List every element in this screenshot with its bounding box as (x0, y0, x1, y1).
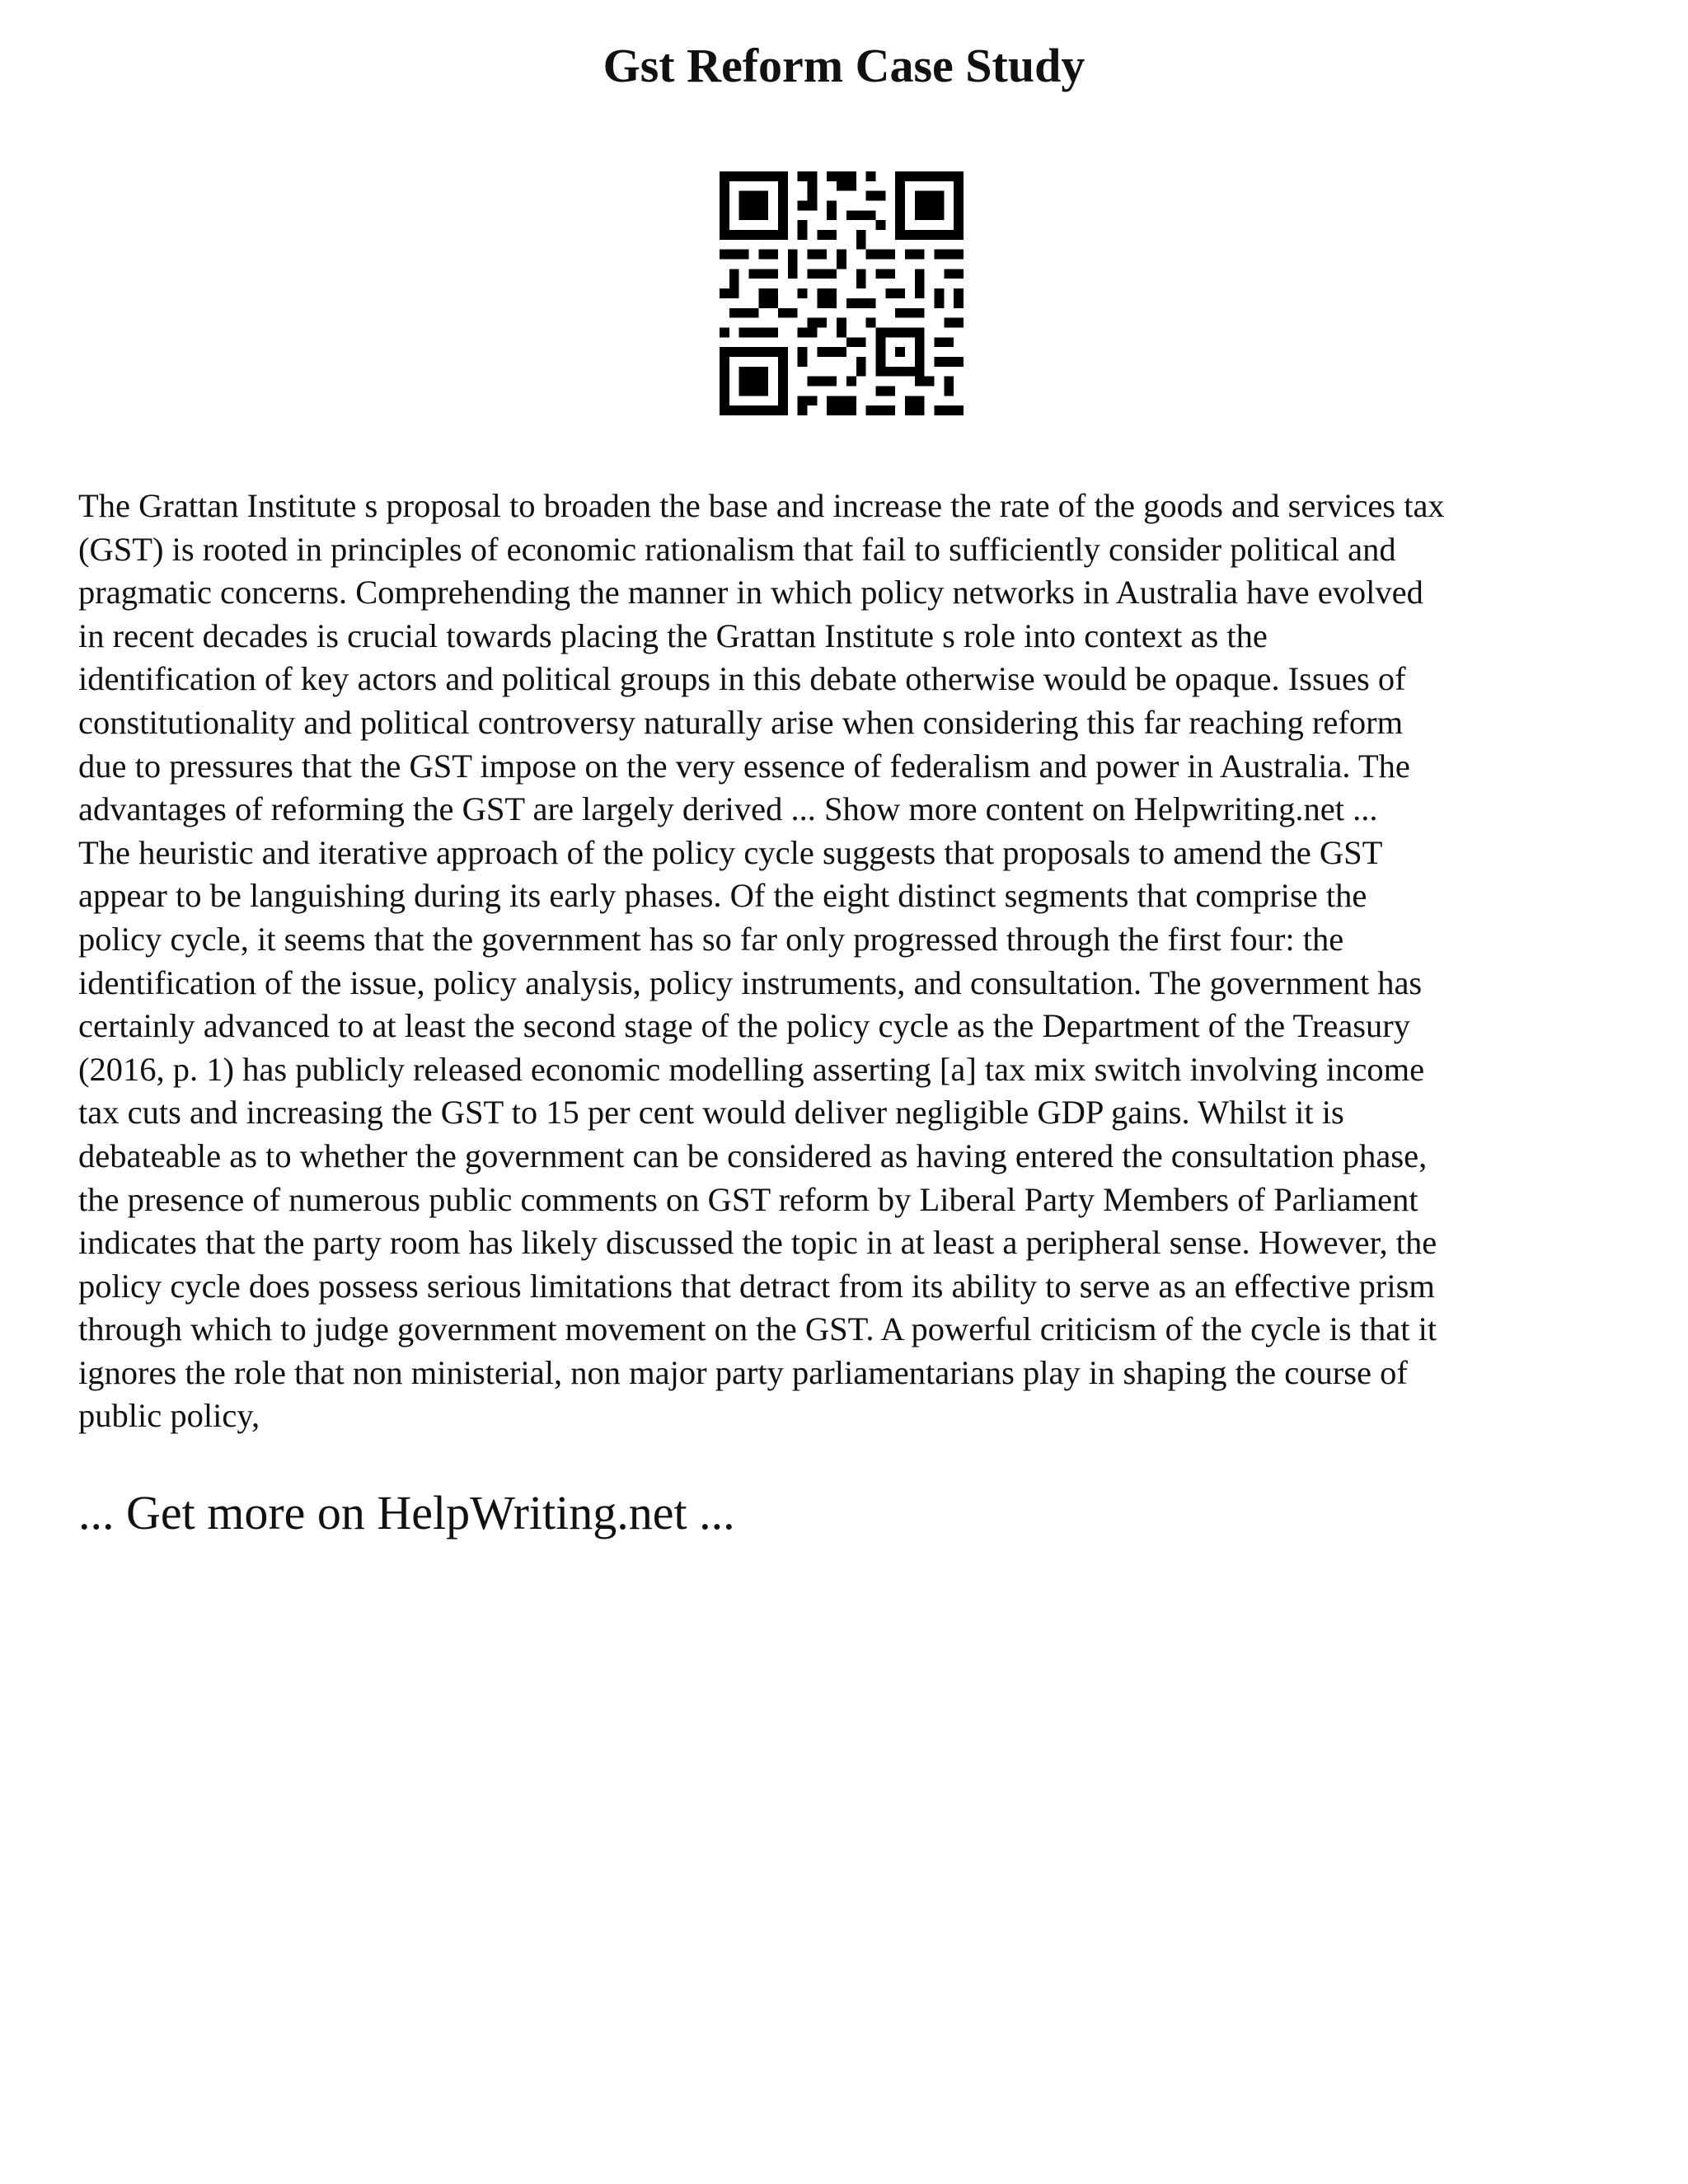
qr-code-graphic (720, 171, 964, 415)
get-more-link[interactable]: ... Get more on HelpWriting.net ... (78, 1486, 735, 1540)
page-title: Gst Reform Case Study (603, 39, 1085, 92)
body-text: The Grattan Institute s proposal to broaden the base and increase the rate of the goods and services tax (GST) is rooted in principles of economic rationalism that fail to sufficiently consider political and pragmatic concerns. Comprehending the manner in which policy networks in Australia have evolved in recent decades is crucial towards placing the Grattan Institute s role into context as the identification of key actors and political groups in this debate otherwise would be opaque. Issues of constitutionality and political controversy naturally arise when considering this far reaching reform due to pressures that the GST impose on the very essence of federalism and power in Australia. The advantages of reforming the GST are largely derived ... Show more content on Helpwriting.net ... The heuristic and iterative approach of the policy cycle suggests that proposals to amend the GST appear to be languishing during its early phases. Of the eight distinct segments that comprise the policy cycle, it seems that the government has so far only progressed through the first four: the identification of the issue, policy analysis, policy instruments, and consultation. The government has certainly advanced to at least the second stage of the policy cycle as the Department of the Treasury (2016, p. 1) has publicly released economic modelling asserting [a] tax mix switch involving income tax cuts and increasing the GST to 15 per cent would deliver negligible GDP gains. Whilst it is debateable as to whether the government can be considered as having entered the consultation phase, the presence of numerous public comments on GST reform by Liberal Party Members of Parliament indicates that the party room has likely discussed the topic in at least a peripheral sense. However, the policy cycle does possess serious limitations that detract from its ability to serve as an effective prism through which to judge government movement on the GST. A powerful criticism of the cycle is that it ignores the role that non ministerial, non major party parliamentarians play in shaping the course of public policy, (78, 487, 1445, 1435)
qr-code-icon[interactable] (720, 171, 964, 415)
